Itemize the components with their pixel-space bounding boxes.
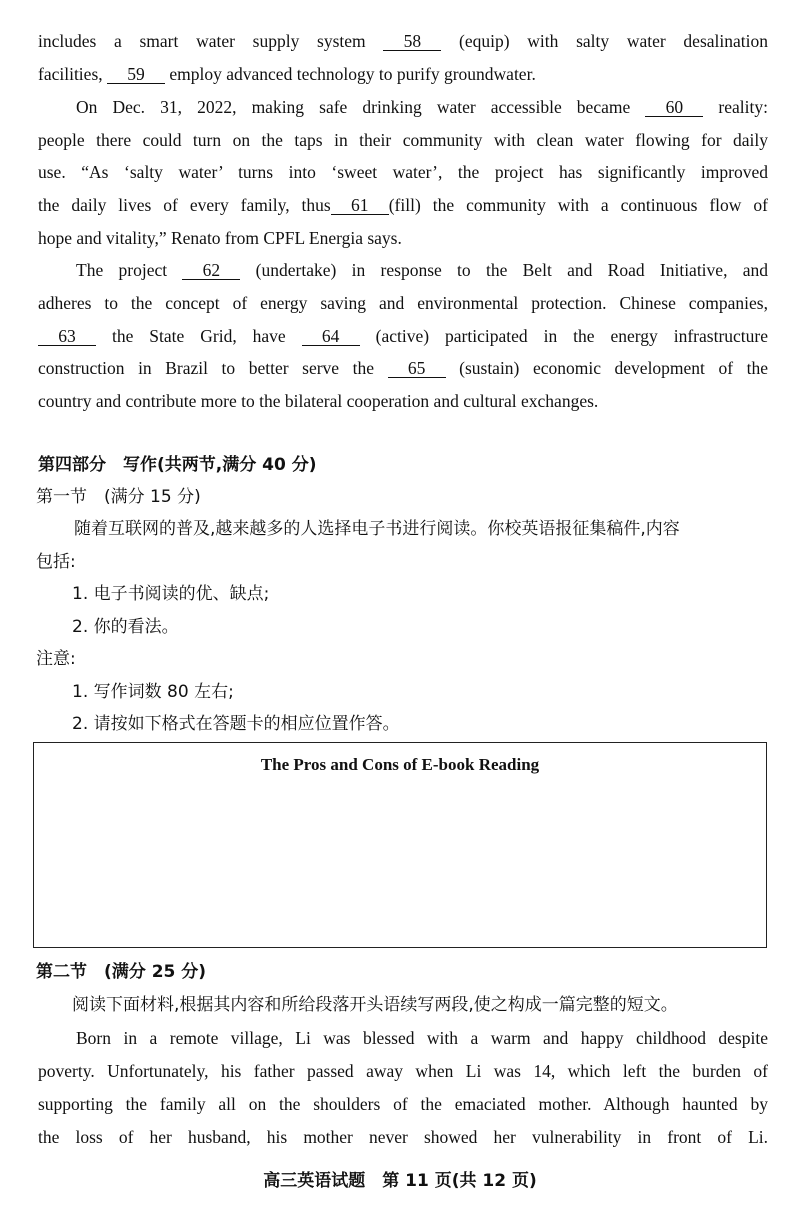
passage-line xyxy=(38,357,768,379)
part-four-title: 第四部分 写作(共两节,满分 40 分) xyxy=(38,455,317,475)
passage-text: (active) participated in the energy infrastructure xyxy=(359,326,769,346)
passage-line xyxy=(38,161,768,183)
blank-60: 60 xyxy=(645,98,703,117)
blank-58: 58 xyxy=(383,32,441,51)
content-item: 2. 你的看法。 xyxy=(72,617,179,637)
answer-format-box xyxy=(33,742,767,948)
passage-text: construction in Brazil to better serve the xyxy=(38,358,388,378)
passage-line xyxy=(38,194,768,216)
passage-line xyxy=(38,63,768,85)
passage-text: reality: xyxy=(703,97,768,117)
passage-line xyxy=(38,292,768,314)
story-line: poverty. Unfortunately, his father passed away when Li was 14, which left the burden of xyxy=(38,1061,768,1081)
passage-text: (undertake) in response to the Belt and Road Initiative, and xyxy=(240,260,769,280)
blank-61: 61 xyxy=(331,196,389,215)
passage-text: The project xyxy=(76,260,183,280)
blank-65: 65 xyxy=(388,359,446,378)
passage-text: includes a smart water supply system xyxy=(38,31,384,51)
passage-line xyxy=(38,325,768,347)
passage-text: (fill) the community with a continuous flow of xyxy=(388,195,768,215)
content-item: 1. 电子书阅读的优、缺点; xyxy=(72,584,270,604)
section-one-prompt-cont: 包括: xyxy=(36,552,76,572)
passage-line xyxy=(38,390,768,412)
story-line: the loss of her husband, his mother never showed her vulnerability in front of Li. xyxy=(38,1127,768,1147)
passage-line xyxy=(38,129,768,151)
passage-text: (sustain) economic development of the xyxy=(445,358,769,378)
passage-text: (equip) with salty water desalination xyxy=(441,31,768,51)
passage-line xyxy=(38,227,768,249)
passage-text: use. “As ‘salty water’ turns into ‘sweet water’, the project has significantly improved xyxy=(38,162,768,182)
passage-text: adheres to the concept of energy saving and environmental protection. Chinese companies, xyxy=(38,293,768,313)
blank-64: 64 xyxy=(302,327,360,346)
section-two-title: 第二节 (满分 25 分) xyxy=(36,962,207,982)
section-two-prompt: 阅读下面材料,根据其内容和所给段落开头语续写两段,使之构成一篇完整的短文。 xyxy=(72,995,678,1015)
notes-label: 注意: xyxy=(36,649,76,669)
page-footer: 高三英语试题 第 11 页(共 12 页) xyxy=(263,1171,537,1191)
story-line: Born in a remote village, Li was blessed with a warm and happy childhood despite xyxy=(76,1028,768,1048)
passage-line xyxy=(38,30,768,52)
section-one-prompt: 随着互联网的普及,越来越多的人选择电子书进行阅读。你校英语报征集稿件,内容 xyxy=(74,519,680,539)
blank-62: 62 xyxy=(182,261,240,280)
note-item: 1. 写作词数 80 左右; xyxy=(72,682,234,702)
essay-title: The Pros and Cons of E-book Reading xyxy=(260,755,540,774)
passage-text: country and contribute more to the bilateral cooperation and cultural exchanges. xyxy=(38,391,599,411)
passage-text: On Dec. 31, 2022, making safe drinking water accessible became xyxy=(76,97,646,117)
passage-line xyxy=(76,259,768,281)
blank-63: 63 xyxy=(38,327,96,346)
passage-text: people there could turn on the taps in their community with clean water flowing for daily xyxy=(38,130,768,150)
blank-59: 59 xyxy=(107,65,165,84)
passage-text: employ advanced technology to purify groundwater. xyxy=(165,64,536,84)
passage-text: the State Grid, have xyxy=(96,326,302,346)
passage-text: hope and vitality,” Renato from CPFL Energia says. xyxy=(38,228,402,248)
passage-text: the daily lives of every family, thus xyxy=(38,195,331,215)
passage-text: facilities, xyxy=(38,64,108,84)
section-one-title: 第一节 (满分 15 分) xyxy=(36,487,201,507)
passage-line xyxy=(76,96,768,118)
story-line: supporting the family all on the shoulders of the emaciated mother. Although haunted by xyxy=(38,1094,768,1114)
note-item: 2. 请按如下格式在答题卡的相应位置作答。 xyxy=(72,714,400,734)
